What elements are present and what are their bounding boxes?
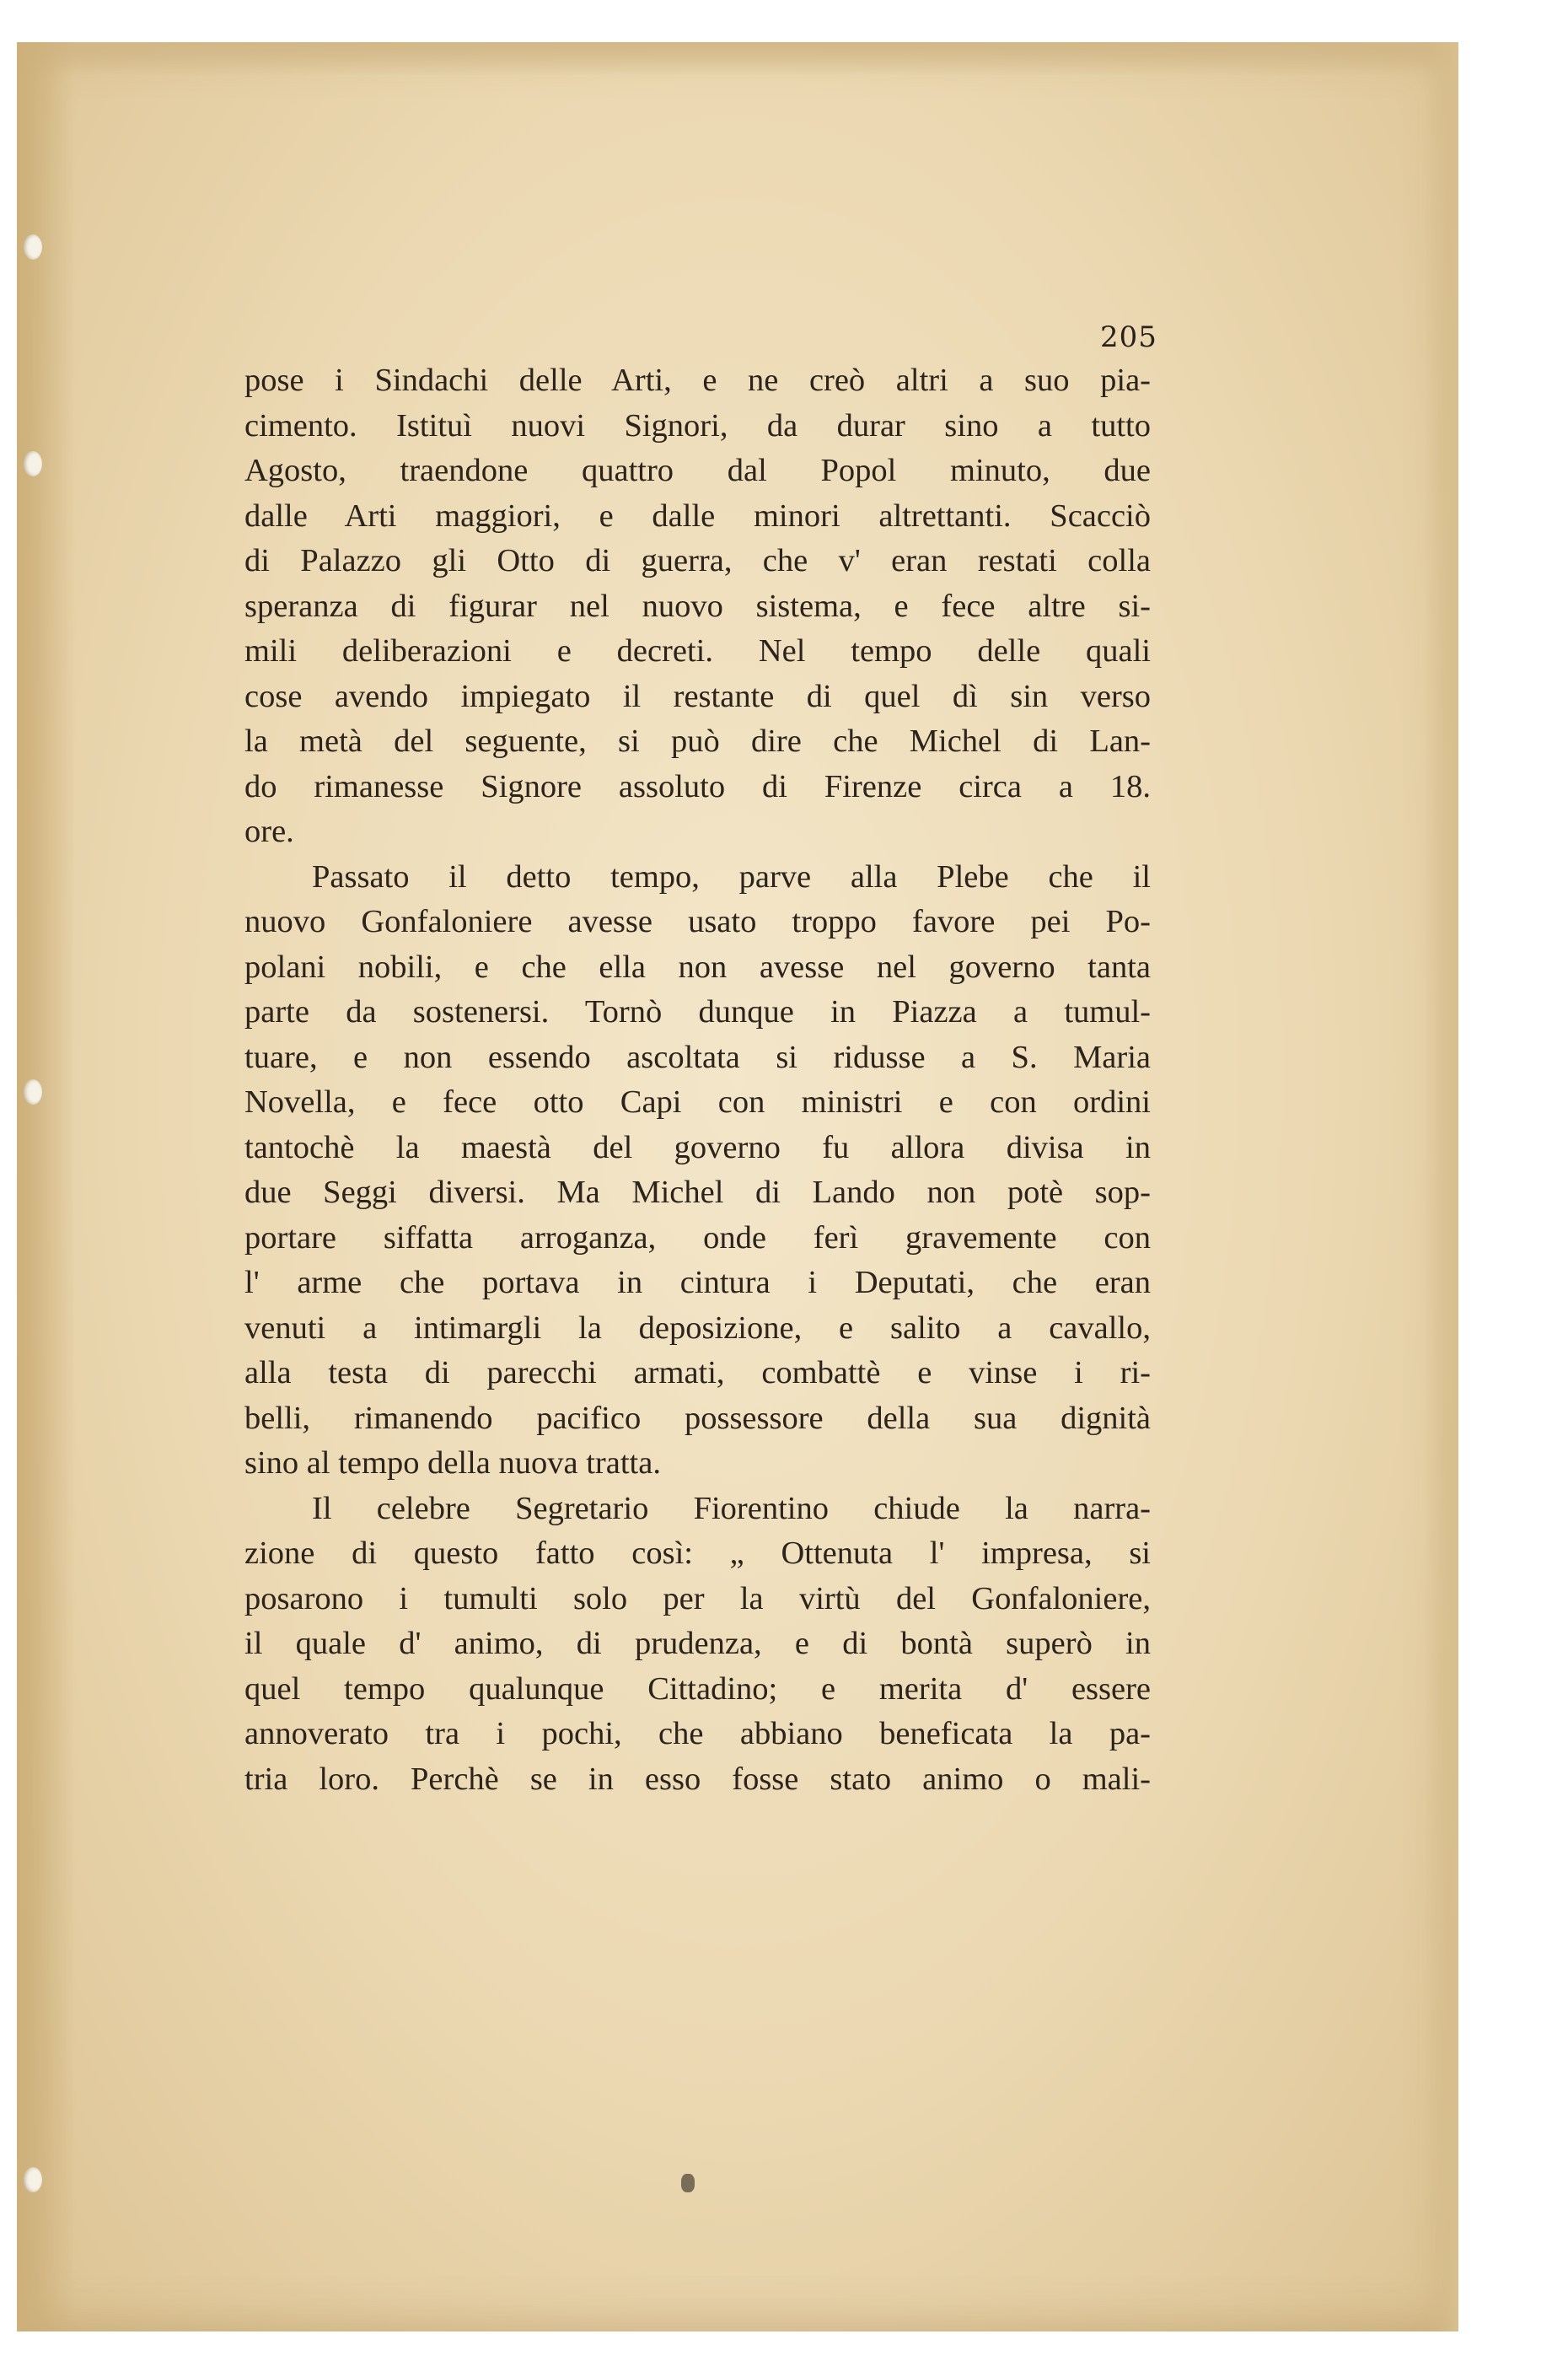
ink-smudge <box>681 2174 695 2192</box>
text-line: l' arme che portava in cintura i Deputati, che eran <box>244 1265 1151 1300</box>
text-line: venuti a intimargli la deposizione, e salito a cavallo, <box>244 1310 1151 1346</box>
text-line: speranza di figurar nel nuovo sistema, e fece altre si- <box>244 588 1151 624</box>
text-line: la metà del seguente, si può dire che Michel di Lan- <box>244 723 1151 759</box>
page-body-text <box>244 358 1151 1802</box>
paragraph-first-line: Il celebre Segretario Fiorentino chiude la narra- <box>312 1490 1151 1526</box>
text-line: dalle Arti maggiori, e dalle minori altrettanti. Scacciò <box>244 497 1151 534</box>
sheet-top-shade <box>17 42 1458 76</box>
text-line: belli, rimanendo pacifico possessore della sua dignità <box>244 1400 1151 1436</box>
text-line: tria loro. Perchè se in esso fosse stato animo o mali- <box>244 1761 1151 1797</box>
text-line: di Palazzo gli Otto di guerra, che v' eran restati colla <box>244 543 1151 578</box>
text-line: cimento. Istituì nuovi Signori, da durar sino a tutto <box>244 407 1151 444</box>
text-line: due Seggi diversi. Ma Michel di Lando non potè sop- <box>244 1175 1151 1210</box>
paragraph-first-line: Passato il detto tempo, parve alla Plebe che il <box>312 858 1151 895</box>
sheet-right-shade <box>1425 42 1458 2331</box>
binding-hole <box>24 451 42 476</box>
sheet-left-shade <box>17 42 76 2331</box>
binding-hole <box>24 1079 42 1105</box>
text-line: do rimanesse Signore assoluto di Firenze circa a 18. <box>244 768 1151 804</box>
text-line: mili deliberazioni e decreti. Nel tempo delle quali <box>244 633 1151 669</box>
binding-hole <box>24 234 42 260</box>
text-line: ore. <box>244 814 294 849</box>
text-line: alla testa di parecchi armati, combattè e vinse i ri- <box>244 1355 1151 1390</box>
text-line: posarono i tumulti solo per la virtù del Gonfaloniere, <box>244 1580 1151 1616</box>
text-line: portare siffatta arroganza, onde ferì gravemente con <box>244 1219 1151 1256</box>
text-line: annoverato tra i pochi, che abbiano beneficata la pa- <box>244 1716 1151 1751</box>
text-line: il quale d' animo, di prudenza, e di bontà superò in <box>244 1626 1151 1661</box>
text-line: tuare, e non essendo ascoltata si ridusse a S. Maria <box>244 1039 1151 1075</box>
text-line: polani nobili, e che ella non avesse nel governo tanta <box>244 949 1151 985</box>
text-line: cose avendo impiegato il restante di quel dì sin verso <box>244 678 1151 714</box>
binding-hole <box>24 2167 42 2192</box>
text-line: Agosto, traendone quattro dal Popol minuto, due <box>244 453 1151 488</box>
text-line: quel tempo qualunque Cittadino; e merita d' essere <box>244 1670 1151 1707</box>
text-line: sino al tempo della nuova tratta. <box>244 1445 661 1481</box>
text-line: nuovo Gonfaloniere avesse usato troppo favore pei Po- <box>244 904 1151 939</box>
text-line: tantochè la maestà del governo fu allora divisa in <box>244 1129 1151 1165</box>
page-number: 205 <box>1100 320 1157 354</box>
text-line: pose i Sindachi delle Arti, e ne creò altri a suo pia- <box>244 363 1151 398</box>
text-line: parte da sostenersi. Tornò dunque in Piazza a tumul- <box>244 994 1151 1030</box>
text-line: zione di questo fatto così: „ Ottenuta l' impresa, si <box>244 1535 1151 1571</box>
text-line: Novella, e fece otto Capi con ministri e con ordini <box>244 1084 1151 1120</box>
